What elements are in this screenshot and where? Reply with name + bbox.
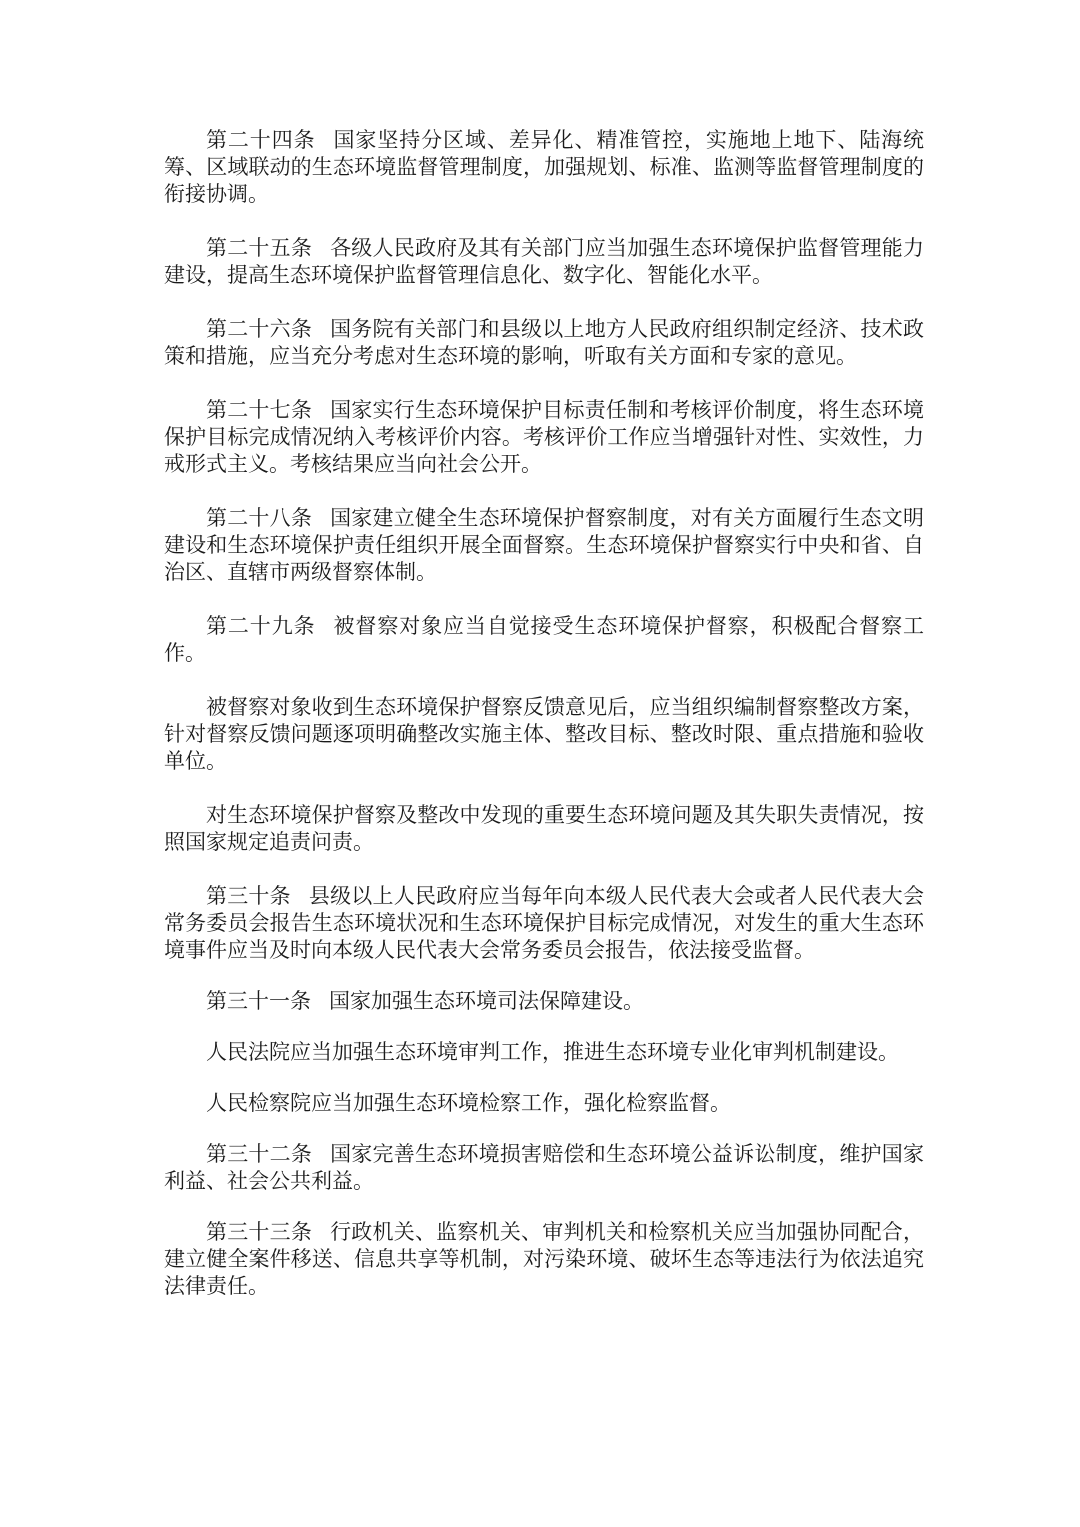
paragraph-article-28 [164, 505, 924, 586]
article-text: 国务院有关部门和县级以上地方人民政府组织制定经济、技术政策和措施，应当充分考虑对生态环境的影响，听取有关方面和专家的意见。 [164, 317, 924, 368]
paragraph-article-25 [164, 235, 924, 289]
article-number: 第二十五条 [206, 236, 313, 260]
article-number: 第二十八条 [206, 506, 313, 530]
article-text: 国家实行生态环境保护目标责任制和考核评价制度，将生态环境保护目标完成情况纳入考核评价内容。考核评价工作应当增强针对性、实效性，力戒形式主义。考核结果应当向社会公开。 [164, 398, 924, 476]
clause-text: 对生态环境保护督察及整改中发现的重要生态环境问题及其失职失责情况，按照国家规定追责问责。 [164, 803, 924, 854]
article-number: 第三十条 [206, 884, 291, 908]
document-body [164, 127, 924, 1324]
article-text: 国家坚持分区域、差异化、精准管控，实施地上地下、陆海统筹、区域联动的生态环境监督管理制度，加强规划、标准、监测等监督管理制度的衔接协调。 [164, 128, 924, 206]
article-number: 第二十四条 [206, 128, 316, 152]
article-number: 第二十七条 [206, 398, 313, 422]
article-number: 第二十九条 [206, 614, 316, 638]
article-text: 国家完善生态环境损害赔偿和生态环境公益诉讼制度，维护国家利益、社会公共利益。 [164, 1142, 924, 1193]
article-number: 第二十六条 [206, 317, 313, 341]
clause-text: 被督察对象收到生态环境保护督察反馈意见后，应当组织编制督察整改方案，针对督察反馈问题逐项明确整改实施主体、整改目标、整改时限、重点措施和验收单位。 [164, 695, 924, 773]
paragraph-article-26 [164, 316, 924, 370]
article-text: 国家加强生态环境司法保障建设。 [329, 989, 644, 1013]
article-text: 县级以上人民政府应当每年向本级人民代表大会或者人民代表大会常务委员会报告生态环境状况和生态环境保护目标完成情况，对发生的重大生态环境事件应当及时向本级人民代表大会常务委员会报告，依法接受监督。 [164, 884, 924, 962]
paragraph-article-24 [164, 127, 924, 208]
paragraph-article-30 [164, 883, 924, 964]
clause-text: 人民法院应当加强生态环境审判工作，推进生态环境专业化审判机制建设。 [206, 1040, 899, 1064]
paragraph-article-33 [164, 1219, 924, 1300]
paragraph-article-29 [164, 613, 924, 667]
clause-text: 人民检察院应当加强生态环境检察工作，强化检察监督。 [206, 1091, 731, 1115]
paragraph-article-31-clause-2 [164, 1039, 924, 1066]
paragraph-article-31-clause-3 [164, 1090, 924, 1117]
paragraph-article-27 [164, 397, 924, 478]
paragraph-article-32 [164, 1141, 924, 1195]
article-number: 第三十二条 [206, 1142, 313, 1166]
article-text: 国家建立健全生态环境保护督察制度，对有关方面履行生态文明建设和生态环境保护责任组织开展全面督察。生态环境保护督察实行中央和省、自治区、直辖市两级督察体制。 [164, 506, 924, 584]
paragraph-article-29-clause-2 [164, 694, 924, 775]
article-text: 行政机关、监察机关、审判机关和检察机关应当加强协同配合，建立健全案件移送、信息共享等机制，对污染环境、破坏生态等违法行为依法追究法律责任。 [164, 1220, 924, 1298]
article-text: 被督察对象应当自觉接受生态环境保护督察，积极配合督察工作。 [164, 614, 924, 665]
paragraph-article-29-clause-3 [164, 802, 924, 856]
article-number: 第三十三条 [206, 1220, 313, 1244]
paragraph-article-31 [164, 988, 924, 1015]
article-text: 各级人民政府及其有关部门应当加强生态环境保护监督管理能力建设，提高生态环境保护监督管理信息化、数字化、智能化水平。 [164, 236, 924, 287]
article-number: 第三十一条 [206, 989, 311, 1013]
